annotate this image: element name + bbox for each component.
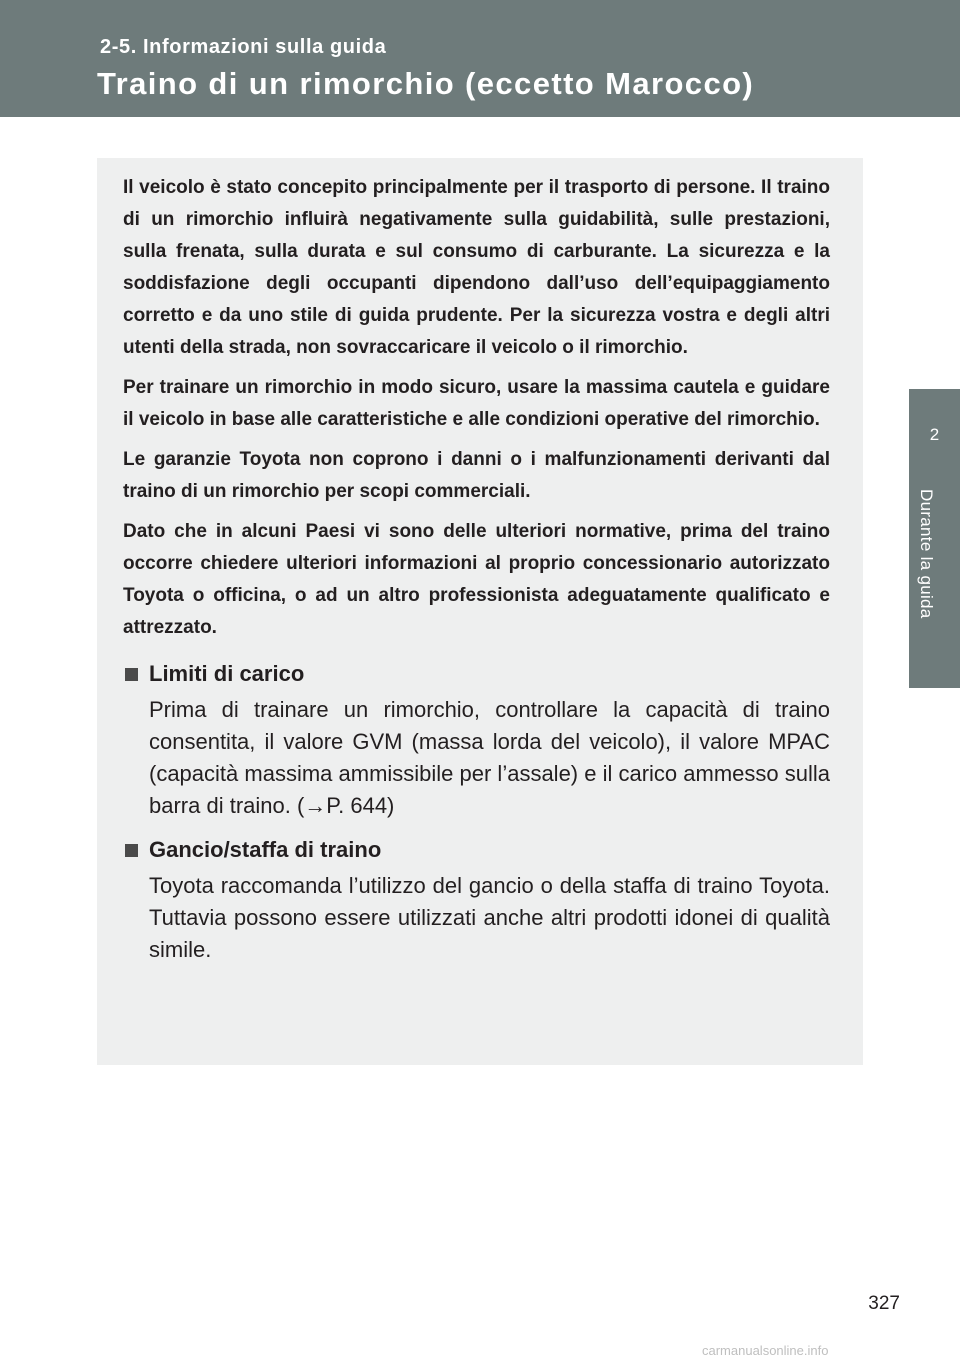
section-text: Prima di trainare un rimorchio, controllare la capacità di traino consentita, il valore GVM (massa lorda del veicolo), il valore MPAC (capacità massima ammissibile per l’assale) e il carico ammesso sulla barra di traino. (→P. 644): [149, 697, 830, 818]
intro-paragraph: Dato che in alcuni Paesi vi sono delle ulteriori normative, prima del traino occorre chiedere ulteriori informazioni al proprio concessionario autorizzato Toyota o officina, o ad un altro professionista adeguatamente qualificato e attrezzato.: [123, 521, 830, 638]
intro-paragraph: Per trainare un rimorchio in modo sicuro, usare la massima cautela e guidare il veicolo in base alle caratteristiche e alle condizioni operative del rimorchio.: [123, 377, 830, 430]
page-title: Traino di un rimorchio (eccetto Marocco): [97, 66, 755, 101]
header-band: [0, 0, 960, 117]
intro-paragraph: Il veicolo è stato concepito principalmente per il trasporto di persone. Il traino di un rimorchio influirà negativamente sulla guidabilità, sulle prestazioni, sulla frenata, sulla durata e sul consumo di carburante. La sicurezza e la soddisfazione degli occupanti dipendono dall’uso dell’equipaggiamento corretto e da uno stile di guida prudente. Per la sicurezza vostra e degli altri utenti della strada, non sovraccaricare il veicolo o il rimorchio.: [123, 177, 830, 358]
content-box: [97, 158, 863, 1065]
section-heading: Limiti di carico: [149, 661, 305, 686]
chapter-side-tab: [909, 389, 960, 688]
square-bullet-icon: [125, 668, 138, 681]
watermark: carmanualsonline.info: [702, 1343, 829, 1358]
tow-hitch-section: [123, 834, 830, 966]
page-number: 327: [868, 1293, 900, 1314]
intro-paragraph: Le garanzie Toyota non coprono i danni o i malfunzionamenti derivanti dal traino di un rimorchio per scopi commerciali.: [123, 449, 830, 502]
chapter-number: 2: [929, 425, 940, 444]
load-limits-section: [123, 658, 830, 822]
chapter-label: Durante la guida: [917, 489, 936, 619]
square-bullet-icon: [125, 844, 138, 857]
section-label: 2-5. Informazioni sulla guida: [100, 36, 387, 58]
section-text: Toyota raccomanda l’utilizzo del gancio o della staffa di traino Toyota. Tuttavia possono essere utilizzati anche altri prodotti idonei di qualità simile.: [149, 873, 830, 962]
section-heading: Gancio/staffa di traino: [149, 837, 382, 862]
